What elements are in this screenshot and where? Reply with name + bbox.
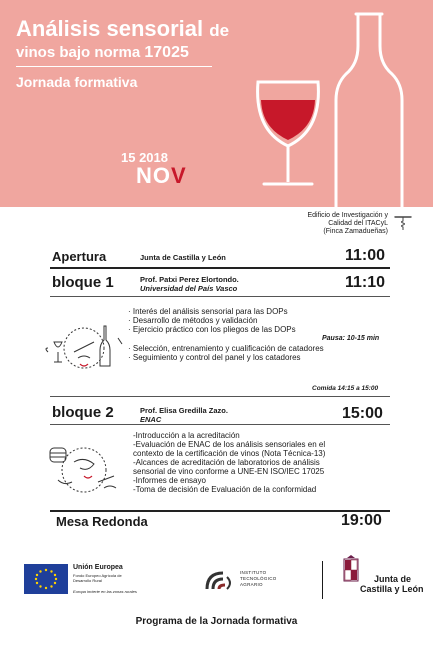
list-item: contexto de la certificación de vinos (Nota Técnica-13) [133,449,326,458]
eu-logo-title: Unión Europea [73,564,123,571]
sponsor-logos [0,555,433,605]
list-item: -Introducción a la acreditación [133,431,240,440]
mesa-redonda-label: Mesa Redonda [56,514,148,529]
itacyl-logo-icon [203,569,237,593]
wine-barrel-sketch-icon [44,438,122,498]
bloque1-topics-a [128,307,296,334]
mesa-redonda-time: 19:00 [341,512,382,529]
divider [50,396,390,397]
list-item: · Seguimiento y control del panel y los catadores [128,353,301,362]
apertura-entity: Junta de Castilla y León [140,253,226,262]
eu-logo-fund: Fondo Europeo Agrícola de Desarrollo Rural [73,573,122,583]
list-item: · Ejercicio práctico con los pliegos de las DOPs [128,325,296,334]
divider [50,424,390,425]
divider [50,267,390,269]
bloque2-time: 15:00 [342,405,383,422]
banner-subtitle: vinos bajo norma 17025 [16,44,189,61]
lunch-note: Comida 14:15 a 15:00 [312,385,379,392]
banner-divider [16,66,212,67]
jcyl-crest-icon [342,555,360,585]
bloque2-label: bloque 2 [52,404,114,421]
list-item: sensorial de vino conforme a UNE-EN ISO/IEC 17025 [133,467,325,476]
list-item: -Alcances de acreditación de laboratorios de análisis [133,458,320,467]
list-item: -Toma de decisión de Evaluación de la conformidad [133,485,317,494]
divider [50,296,390,297]
figure-caption: Programa de la Jornada formativa [135,616,298,627]
list-item: -Evaluación de ENAC de los análisis sensoriales en el [133,440,326,449]
corkscrew-icon [392,213,414,231]
tasting-sketch-icon [44,318,124,378]
itacyl-logo-text: INSTITUTO TECNOLÓGICO AGRARIO [240,570,277,587]
bloque1-label: bloque 1 [52,274,114,291]
wine-bottle-glass-illustration [240,0,410,207]
list-item: · Desarrollo de métodos y validación [128,316,258,325]
apertura-label: Apertura [52,249,107,264]
eu-flag-icon [24,564,68,594]
divider [50,510,390,512]
banner-title: Análisis sensorial de [16,16,230,41]
jcyl-logo-text: Junta de Castilla y León [360,574,424,594]
event-date-month: NOV [136,163,187,188]
header-banner [0,0,433,207]
bloque1-topics-b [128,344,324,362]
banner-jornada: Jornada formativa [16,74,138,90]
list-item: · Interés del análisis sensorial para las DOPs [128,307,288,316]
event-date-day-year: 15 2018 [121,150,168,165]
eu-logo-note: Europa invierte en las zonas rurales [73,589,137,594]
logo-divider [322,561,323,599]
bloque2-topics [133,431,325,494]
bloque1-speaker: Prof. Patxi Perez Elortondo. Universidad del País Vasco [140,275,239,293]
list-item: -Informes de ensayo [133,476,206,485]
list-item: · Selección, entrenamiento y cualificación de catadores [128,344,324,353]
apertura-time: 11:00 [345,247,386,264]
bloque1-time: 11:10 [345,274,386,291]
bloque2-speaker: Prof. Elisa Gredilla Zazo. ENAC [140,406,228,424]
venue-info: Edificio de Investigación y Calidad del ITACyL (Finca Zamadueñas) [307,212,388,235]
pause-note: Pausa: 10-15 min [322,335,380,342]
